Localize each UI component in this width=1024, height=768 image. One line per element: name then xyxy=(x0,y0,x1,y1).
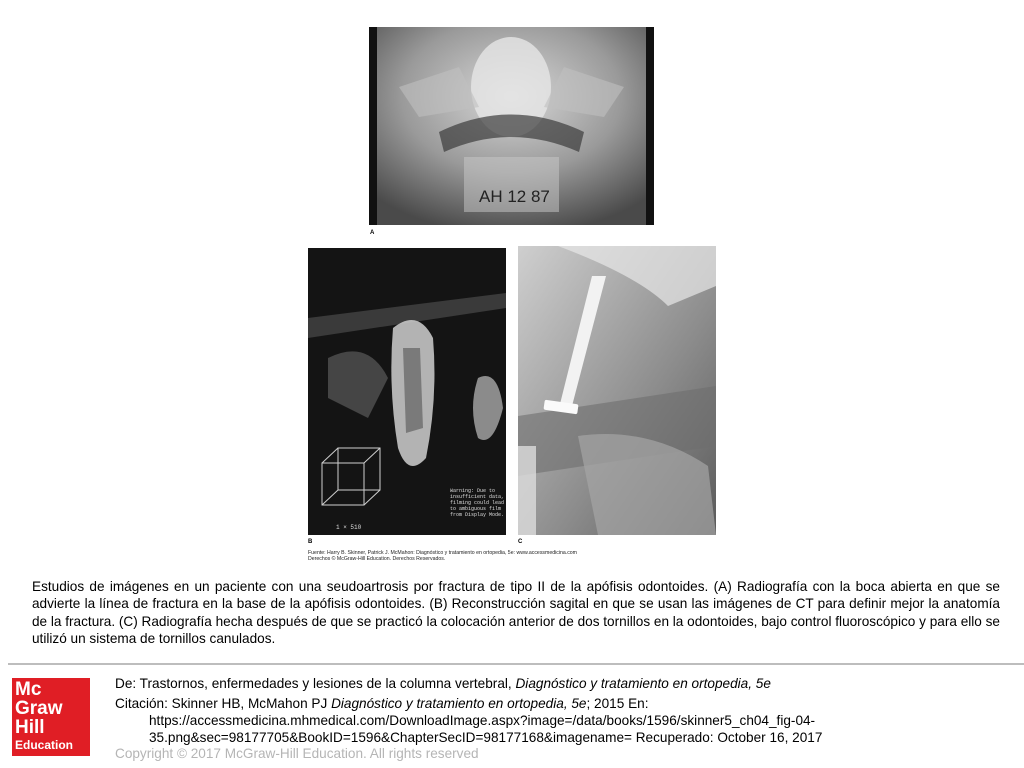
source-from xyxy=(115,675,771,692)
divider xyxy=(8,663,1024,665)
citation-book: Diagnóstico y tratamiento en ortopedia, 5e xyxy=(331,696,587,711)
copyright: Copyright © 2017 McGraw-Hill Education. All rights reserved xyxy=(115,746,479,761)
image-credit-line2: Derechos © McGraw-Hill Education. Derechos Reservados. xyxy=(308,556,446,562)
xray-b-scale: 1 × 510 xyxy=(336,524,362,531)
source-from-prefix: De: Trastornos, enfermedades y lesiones de la columna vertebral, xyxy=(115,676,512,691)
xray-b-warning: Warning: Due to insufficient data, filming could lead to ambiguous film from Display Mode. xyxy=(450,488,505,518)
citation-prefix: Citación: Skinner HB, McMahon PJ xyxy=(115,696,328,711)
mcgraw-hill-logo xyxy=(12,678,90,756)
logo-line1: Mc xyxy=(15,679,42,700)
source-from-book: Diagnóstico y tratamiento en ortopedia, 5e xyxy=(515,676,771,691)
citation-url-line1[interactable]: https://accessmedicina.mhmedical.com/DownloadImage.aspx?image=/data/books/1596/skinner5_ch04_fig-04- xyxy=(149,713,816,728)
citation-url-line2[interactable]: 35.png&sec=98177705&BookID=1596&ChapterSecID=98177168&imagename= Recuperado: October 16, 2017 xyxy=(149,730,823,745)
panel-c-label: C xyxy=(518,539,523,545)
panel-a-label: A xyxy=(370,230,375,236)
xray-a-marker: AH 12 87 xyxy=(479,187,550,206)
image-credit-line1: Fuente: Harry B. Skinner, Patrick J. McMahon: Diagnóstico y tratamiento en ortopedia, 5e: www.accessmedicina.com xyxy=(308,550,578,556)
xray-panel-a xyxy=(369,27,654,225)
xray-panel-b xyxy=(308,248,506,535)
logo-line4: Education xyxy=(15,738,74,752)
source-citation xyxy=(115,695,648,712)
logo-line3: Hill xyxy=(15,717,45,738)
figure-caption: Estudios de imágenes en un paciente con una seudoartrosis por fractura de tipo II de la apófisis odontoides. (A) Radiografía con la boca abierta en que se advierte la línea de fractura en la base de la apófisis odontoides. (B) Reconstrucción sagital en que se usan las imágenes de CT para definir mejor la anatomía de la fractura. (C) Radiografía hecha después de que se practicó la colocación anterior de dos tornillos en la odontoides, bajo control fluoroscópico y para ello se utilizó un sistema de tornillos canulados. xyxy=(32,579,1000,646)
image-credit xyxy=(308,550,577,562)
logo-line2: Graw xyxy=(15,698,63,719)
panel-b-label: B xyxy=(308,539,313,545)
xray-c-image xyxy=(518,246,716,535)
xray-panel-c xyxy=(518,246,716,535)
citation-suffix: ; 2015 En: xyxy=(586,696,649,711)
